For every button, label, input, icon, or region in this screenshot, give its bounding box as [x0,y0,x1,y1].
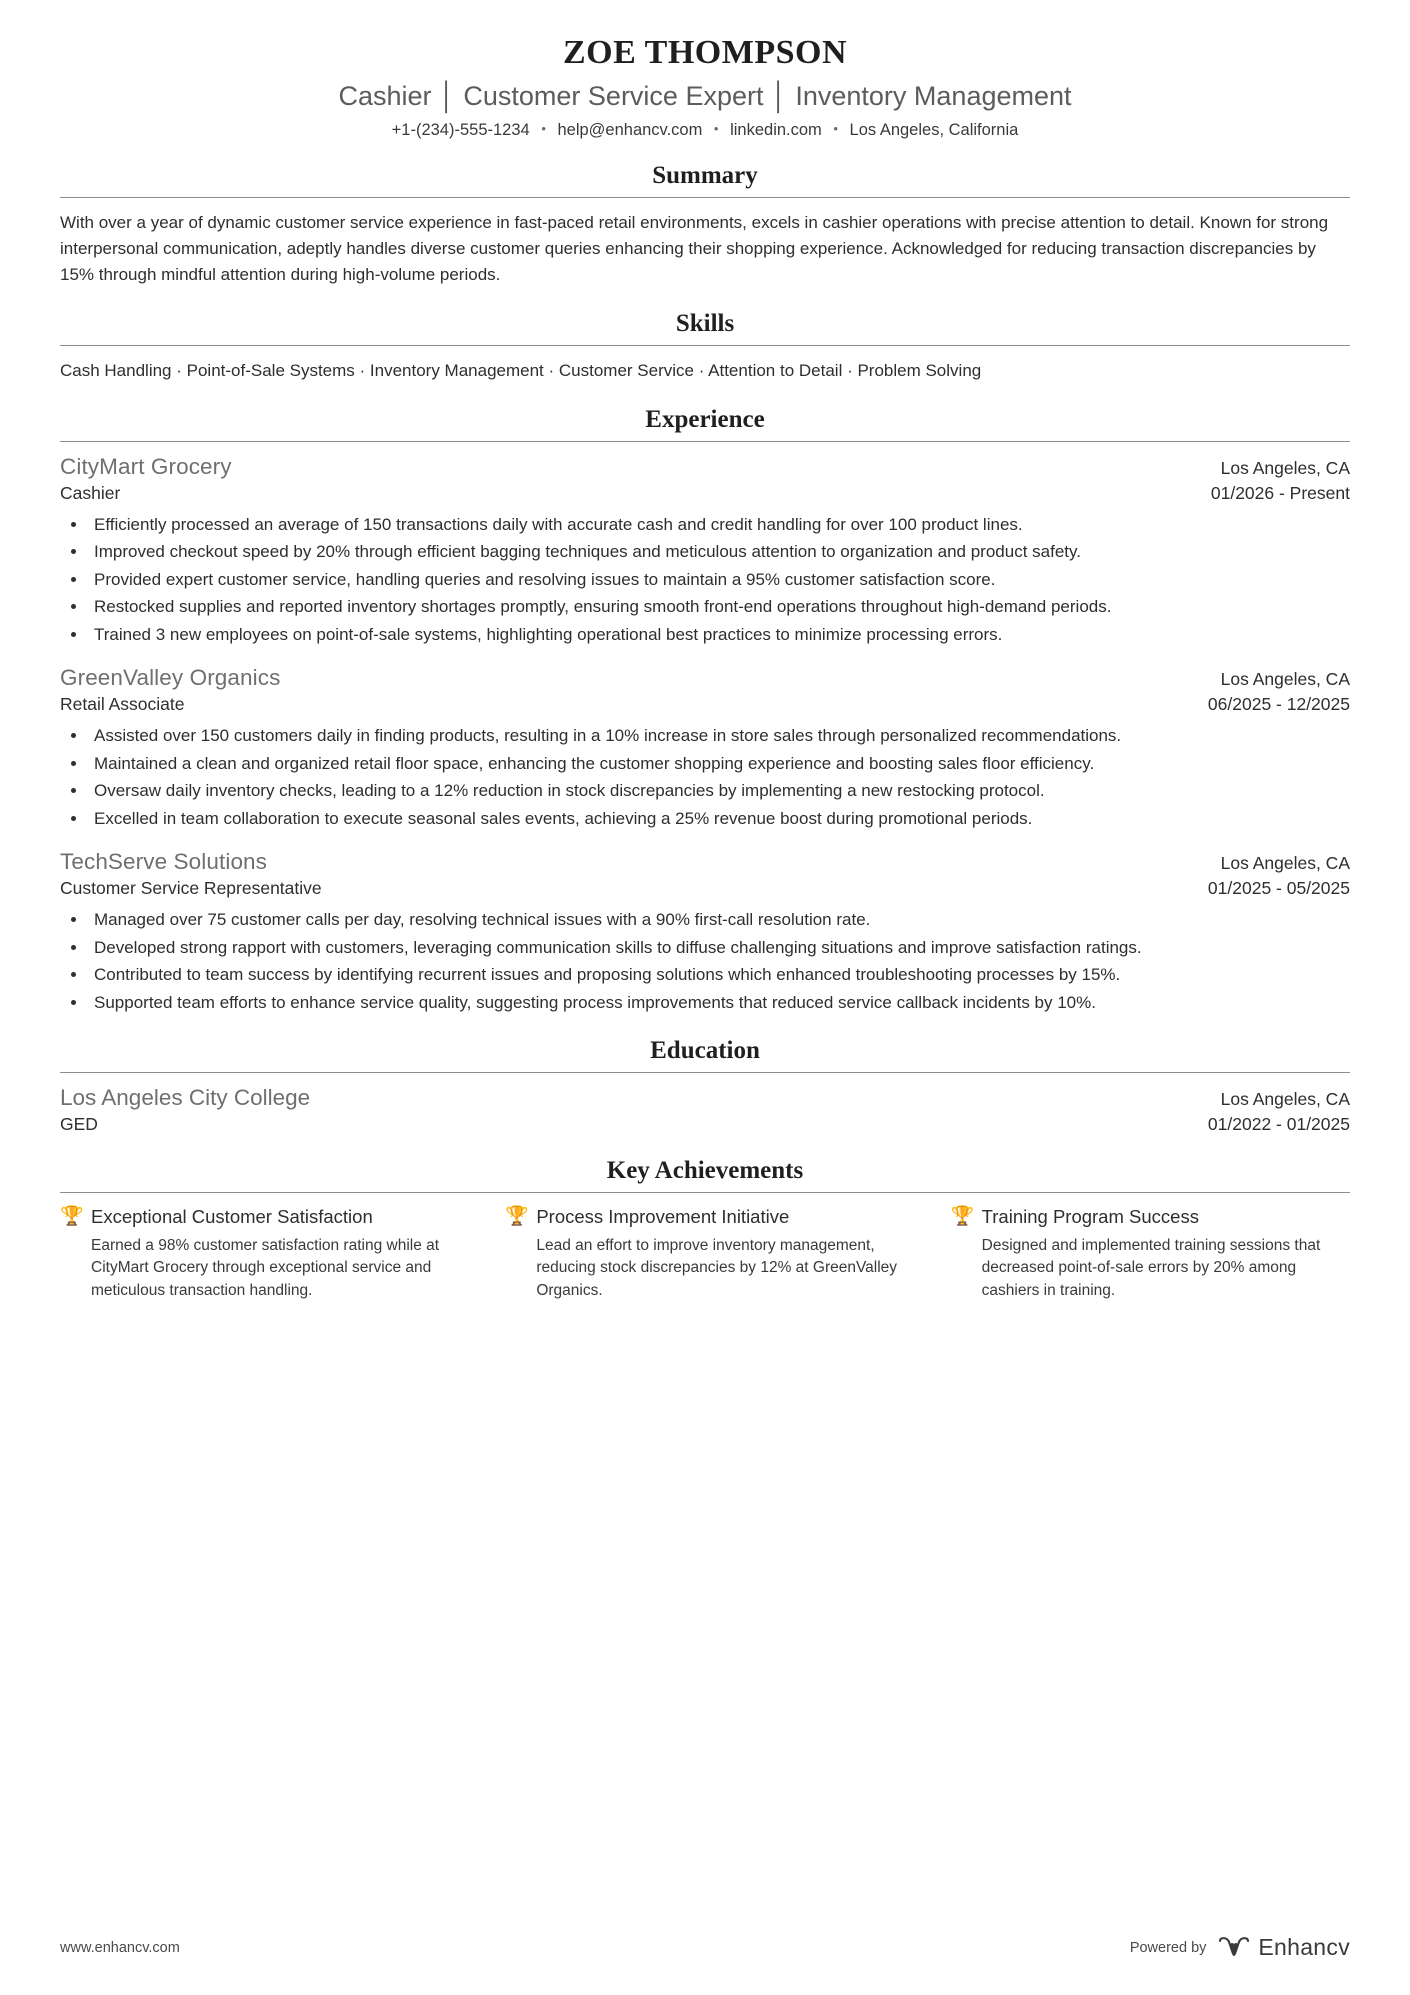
experience-location: Los Angeles, CA [1220,669,1350,689]
section-divider [60,345,1350,346]
experience-item-header [60,665,1350,691]
resume-header [60,34,1350,140]
experience-role: Retail Associate [60,694,185,714]
contact-email[interactable]: help@enhancv.com [557,121,703,139]
list-item: • Excelled in team collaboration to execute seasonal sales events, achieving a 25% revenue boost during promotional periods. [88,806,1350,832]
page-title: ZOE THOMPSON [562,34,848,71]
experience-role: Customer Service Representative [60,878,322,898]
footer-website-link[interactable]: www.enhancv.com [60,1939,180,1956]
section-heading-skills: Skills [675,310,735,337]
education-item [60,1085,1350,1135]
achievement-header [505,1205,904,1229]
brand-name: Enhancv [1258,1934,1350,1960]
experience-item-subheader [60,691,1350,715]
experience-location: Los Angeles, CA [1220,853,1350,873]
section-divider [60,441,1350,442]
section-divider [60,1192,1350,1193]
achievement-header [951,1205,1350,1229]
section-divider [60,1072,1350,1073]
experience-bullets [60,512,1350,648]
experience-item-subheader [60,480,1350,504]
experience-company: TechServe Solutions [60,849,268,874]
section-achievements [60,1157,1350,1302]
professional-title: Cashier │ Customer Service Expert │ Inventory Management [338,81,1072,111]
experience-bullets [60,723,1350,831]
experience-dates: 06/2025 - 12/2025 [1207,694,1350,714]
achievement-title: Exceptional Customer Satisfaction [91,1206,373,1227]
education-school: Los Angeles City College [60,1085,311,1110]
list-item: • Efficiently processed an average of 150 transactions daily with accurate cash and credit handling for over 100 product lines. [88,512,1350,538]
section-summary [60,162,1350,288]
powered-by-label: Powered by [1129,1939,1207,1956]
experience-item-header [60,849,1350,875]
experience-item [60,849,1350,1015]
page-footer [60,1934,1350,1961]
list-item: • Improved checkout speed by 20% through efficient bagging techniques and meticulous attention to organization and product safety. [88,539,1350,565]
skills-list: Cash Handling · Point-of-Sale Systems · Inventory Management · Customer Service · Attention to Detail · Problem Solving [60,361,982,380]
achievement-header [60,1205,459,1229]
list-item: • Maintained a clean and organized retail floor space, enhancing the customer shopping experience and boosting sales floor efficiency. [88,751,1350,777]
footer-branding [1130,1934,1350,1961]
achievement-description: Earned a 98% customer satisfaction rating while at CityMart Grocery through exceptional service and meticulous transaction handling. [91,1236,440,1299]
list-item: • Developed strong rapport with customers, leveraging communication skills to diffuse challenging situations and improve satisfaction ratings. [88,935,1350,961]
contact-separator-icon: • [541,121,546,136]
trophy-icon: 🏆 [505,1206,529,1227]
brand-logo [1217,1934,1350,1961]
experience-item [60,454,1350,648]
summary-text: With over a year of dynamic customer service experience in fast-paced retail environments, excels in cashier operations with precise attention to detail. Known for strong interpersonal communication, adeptly handles diverse customer queries enhancing their shopping experience. Acknowledged for reducing transaction discrepancies by 15% through mindful attention during high-volume periods. [60,213,1329,284]
contact-line [60,121,1350,140]
list-item: • Assisted over 150 customers daily in finding products, resulting in a 10% increase in store sales through personalized recommendations. [88,723,1350,749]
section-heading-summary: Summary [652,162,758,189]
experience-company: CityMart Grocery [60,453,232,479]
list-item: • Provided expert customer service, handling queries and resolving issues to maintain a 95% customer satisfaction score. [88,567,1350,593]
achievement-item [505,1205,904,1302]
trophy-icon: 🏆 [60,1206,84,1227]
contact-phone: +1-(234)-555-1234 [391,121,530,139]
section-skills [60,310,1350,384]
list-item: • Managed over 75 customer calls per day, resolving technical issues with a 90% first-call resolution rate. [88,907,1350,933]
achievement-item [60,1205,459,1302]
experience-company: GreenValley Organics [60,665,281,690]
list-item: • Trained 3 new employees on point-of-sale systems, highlighting operational best practices to minimize processing errors. [88,622,1350,648]
list-item: • Supported team efforts to enhance service quality, suggesting process improvements that reduced service callback incidents by 10%. [88,990,1350,1016]
contact-location: Los Angeles, California [849,121,1019,139]
achievement-title: Process Improvement Initiative [536,1206,790,1227]
education-location: Los Angeles, CA [1220,1089,1350,1109]
achievement-description: Lead an effort to improve inventory management, reducing stock discrepancies by 12% at GreenValley Organics. [536,1236,898,1299]
section-experience [60,406,1350,1016]
list-item: • Contributed to team success by identifying recurrent issues and proposing solutions which enhanced troubleshooting processes by 15%. [88,962,1350,988]
section-education [60,1037,1350,1135]
section-heading-education: Education [650,1037,760,1064]
experience-item-header [60,454,1350,480]
experience-dates: 01/2026 - Present [1210,482,1350,503]
list-item: • Restocked supplies and reported inventory shortages promptly, ensuring smooth front-end operations throughout high-demand periods. [88,594,1350,620]
achievement-title: Training Program Success [981,1206,1199,1227]
enhancv-logo-icon [1217,1936,1251,1960]
education-item-header [60,1085,1350,1111]
achievement-item [951,1205,1350,1302]
experience-item-subheader [60,875,1350,899]
experience-role: Cashier [60,482,121,503]
contact-separator-icon: • [833,121,838,136]
section-heading-achievements: Key Achievements [606,1157,804,1184]
experience-location: Los Angeles, CA [1220,457,1350,478]
education-item-subheader [60,1111,1350,1135]
achievements-grid [60,1205,1350,1302]
experience-dates: 01/2025 - 05/2025 [1207,878,1350,898]
education-dates: 01/2022 - 01/2025 [1207,1114,1350,1134]
experience-item [60,665,1350,831]
section-divider [60,197,1350,198]
trophy-icon: 🏆 [950,1206,975,1227]
achievement-description: Designed and implemented training sessions that decreased point-of-sale errors by 20% among cashiers in training. [981,1236,1321,1299]
section-heading-experience: Experience [645,405,765,433]
contact-separator-icon: • [713,121,719,136]
education-degree: GED [60,1114,98,1134]
contact-linkedin[interactable]: linkedin.com [730,121,822,139]
list-item: • Oversaw daily inventory checks, leading to a 12% reduction in stock discrepancies by implementing a new restocking protocol. [88,778,1350,804]
experience-bullets [60,907,1350,1015]
